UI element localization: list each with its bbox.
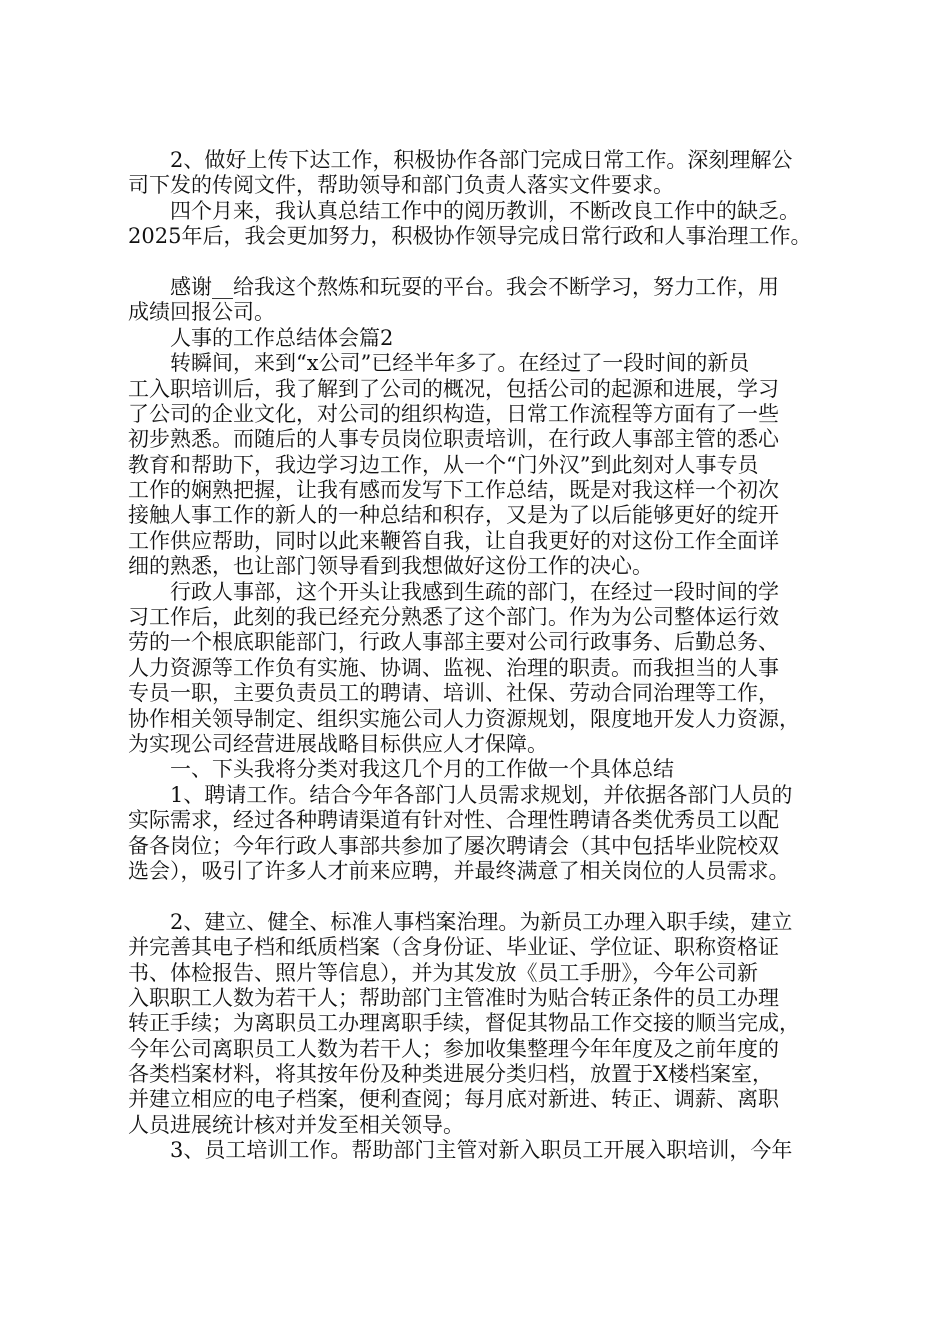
- text-line: 成绩回报公司。: [128, 300, 275, 325]
- text-line: 1、聘请工作。结合今年各部门人员需求规划，并依据各部门人员的: [128, 782, 793, 807]
- text-line: 工入职培训后，我了解到了公司的概况，包括公司的起源和进展，学习: [128, 376, 779, 401]
- text-line: 工作的娴熟把握，让我有感而发写下工作总结，既是对我这样一个初次: [128, 478, 779, 503]
- text-line: 并完善其电子档和纸质档案（含身份证、毕业证、学位证、职称资格证: [128, 935, 779, 960]
- text-line: 入职职工人数为若干人；帮助部门主管准时为贴合转正条件的员工办理: [128, 985, 779, 1010]
- text-line: 司下发的传阅文件，帮助领导和部门负责人落实文件要求。: [128, 173, 674, 198]
- section-heading: 一、下头我将分类对我这几个月的工作做一个具体总结: [128, 757, 674, 782]
- text-line: 2025年后，我会更加努力，积极协作领导完成日常行政和人事治理工作。: [128, 224, 812, 249]
- text-line: 转瞬间，来到“x公司”已经半年多了。在经过了一段时间的新员: [128, 351, 750, 376]
- text-line: 转正手续；为离职员工办理离职手续，督促其物品工作交接的顺当完成，: [128, 1011, 800, 1036]
- text-line: 教育和帮助下，我边学习边工作，从一个“门外汉”到此刻对人事专员: [128, 452, 759, 477]
- text-line: 并建立相应的电子档案，便利查阅；每月底对新进、转正、调薪、离职: [128, 1087, 779, 1112]
- text-line: 行政人事部，这个开头让我感到生疏的部门，在经过一段时间的学: [128, 579, 779, 604]
- text-line: 专员一职，主要负责员工的聘请、培训、社保、劳动合同治理等工作，: [128, 681, 779, 706]
- text-line: 今年公司离职员工人数为若干人；参加收集整理今年年度及之前年度的: [128, 1036, 779, 1061]
- text-line: 习工作后，此刻的我已经充分熟悉了这个部门。作为为公司整体运行效: [128, 605, 779, 630]
- text-line: 了公司的企业文化，对公司的组织构造，日常工作流程等方面有了一些: [128, 401, 779, 426]
- text-line: 选会），吸引了许多人才前来应聘，并最终满意了相关岗位的人员需求。: [128, 858, 790, 883]
- text-line: 书、体检报告、照片等信息），并为其发放《员工手册》，今年公司新: [128, 960, 758, 985]
- text-line: 各类档案材料，将其按年份及种类进展分类归档，放置于X楼档案室，: [128, 1062, 773, 1087]
- text-line: 实际需求，经过各种聘请渠道有针对性、合理性聘请各类优秀员工以配: [128, 808, 779, 833]
- blank-line: [128, 250, 828, 275]
- document-body: [128, 148, 828, 1164]
- text-line: 2、建立、健全、标准人事档案治理。为新员工办理入职手续，建立: [128, 909, 793, 934]
- text-line: 四个月来，我认真总结工作中的阅历教训，不断改良工作中的缺乏。: [128, 198, 800, 223]
- text-line: 感谢__给我这个熬炼和玩耍的平台。我会不断学习，努力工作，用: [128, 274, 779, 299]
- text-line: 为实现公司经营进展战略目标供应人才保障。: [128, 731, 548, 756]
- text-line: 工作供应帮助，同时以此来鞭笞自我，让自我更好的对这份工作全面详: [128, 528, 779, 553]
- text-line: 协作相关领导制定、组织实施公司人力资源规划，限度地开发人力资源，: [128, 706, 800, 731]
- text-line: 接触人事工作的新人的一种总结和积存，又是为了以后能够更好的绽开: [128, 503, 779, 528]
- text-line: 2、做好上传下达工作，积极协作各部门完成日常工作。深刻理解公: [128, 148, 793, 172]
- section-heading: 人事的工作总结体会篇2: [128, 325, 394, 350]
- text-line: 备各岗位；今年行政人事部共参加了屡次聘请会（其中包括毕业院校双: [128, 833, 779, 858]
- blank-line: [128, 884, 828, 909]
- text-line: 人员进展统计核对并发至相关领导。: [128, 1112, 464, 1137]
- text-line: 劳的一个根底职能部门，行政人事部主要对公司行政事务、后勤总务、: [128, 630, 779, 655]
- text-line: 人力资源等工作负有实施、协调、监视、治理的职责。而我担当的人事: [128, 655, 779, 680]
- text-line: 细的熟悉，也让部门领导看到我想做好这份工作的决心。: [128, 554, 653, 579]
- text-line: 3、员工培训工作。帮助部门主管对新入职员工开展入职培训，今年: [128, 1138, 793, 1163]
- text-line: 初步熟悉。而随后的人事专员岗位职责培训，在行政人事部主管的悉心: [128, 427, 779, 452]
